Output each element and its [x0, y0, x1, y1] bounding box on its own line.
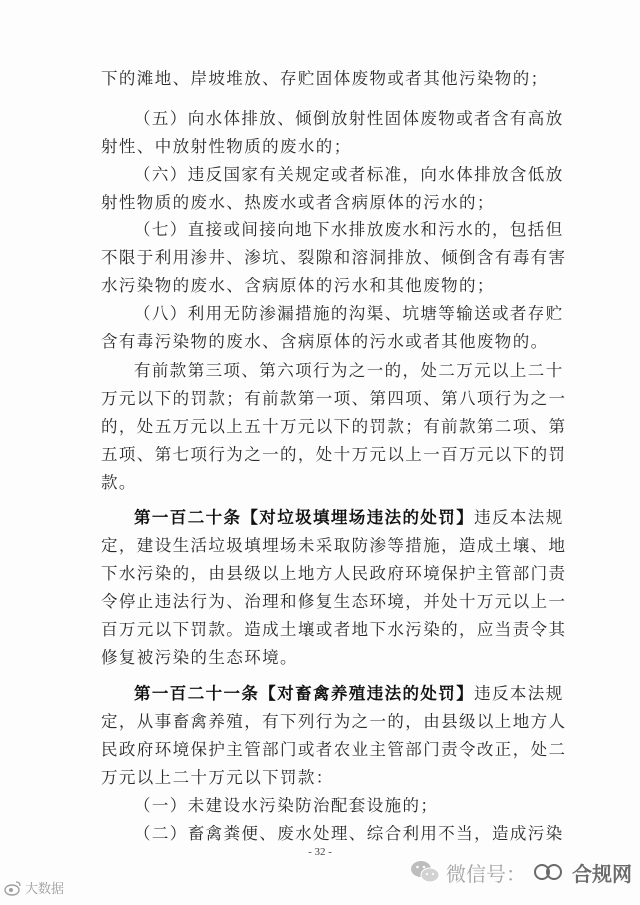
article-120-text: 违反本法规 [474, 508, 564, 527]
text-line: （五）向水体排放、倾倒放射性固体废物或者含有高放 [134, 109, 564, 128]
weibo-logo-icon [4, 880, 22, 896]
article-121-title: 第一百二十一条【对畜禽养殖违法的处罚】 [134, 684, 475, 703]
text-line: （一）未建设水污染防治配套设施的； [134, 796, 439, 815]
text-line: 五项、第七项行为之一的，处十万元以上一百万元以下的罚 [101, 445, 567, 464]
watermark-left [4, 878, 64, 897]
wechat-logo-icon [410, 859, 440, 885]
text-line: 万元以上二十万元以下罚款： [101, 768, 334, 787]
text-line: 定，从事畜禽养殖，有下列行为之一的，由县级以上地方人 [101, 712, 567, 731]
page-number: - 32 - [308, 846, 332, 858]
watermark-left-text: 大数据 [25, 882, 65, 897]
article-121-heading-line [134, 680, 640, 708]
brand-logo-icon [532, 862, 566, 882]
text-line: （二）畜禽粪便、废水处理、综合利用不当，造成污染 [134, 824, 564, 843]
text-line: 的，处五万元以上五十万元以下的罚款；有前款第二项、第 [101, 417, 567, 436]
text-line: 下的滩地、岸坡堆放、存贮固体废物或者其他污染物的； [101, 69, 549, 88]
article-120-title: 第一百二十条【对垃圾填埋场违法的处罚】 [134, 508, 475, 527]
text-line: 含有毒污染物的废水、含病原体的污水或者其他废物的。 [101, 332, 549, 351]
text-line: 修复被污染的生态环境。 [101, 648, 298, 667]
text-line: 万元以下的罚款；有前款第一项、第四项、第八项行为之一 [101, 389, 567, 408]
text-line: 不限于利用渗井、渗坑、裂隙和溶洞排放、倾倒含有毒有害 [101, 248, 567, 267]
text-line: 定，建设生活垃圾填埋场未采取防渗等措施，造成土壤、地 [101, 536, 567, 555]
text-line: 下水污染的，由县级以上地方人民政府环境保护主管部门责 [101, 564, 567, 583]
article-120-heading-line [134, 504, 640, 532]
text-line: （六）违反国家有关规定或者标准，向水体排放含低放 [134, 165, 564, 184]
watermark-right [410, 856, 632, 888]
text-line: 射性、中放射性物质的废水的； [101, 137, 352, 156]
text-line: 百万元以下罚款。造成土壤或者地下水污染的，应当责令其 [101, 620, 567, 639]
brand-name: 合规网 [572, 861, 632, 886]
wechat-id-label: 微信号： [446, 861, 526, 886]
text-line: 令停止违法行为、治理和修复生态环境，并处十万元以上一 [101, 592, 567, 611]
text-line: （八）利用无防渗漏措施的沟渠、坑塘等输送或者存贮 [134, 304, 564, 323]
text-line: 射性物质的废水、热废水或者含病原体的污水的； [101, 193, 495, 212]
text-line: 款。 [101, 473, 137, 492]
text-line: （七）直接或间接向地下水排放废水和污水的，包括但 [134, 220, 564, 239]
text-line: 民政府环境保护主管部门或者农业主管部门责令改正，处二 [101, 740, 567, 759]
text-line: 水污染物的废水、含病原体的污水和其他废物的； [101, 276, 495, 295]
text-line: 有前款第三项、第六项行为之一的，处二万元以上二十 [134, 361, 564, 380]
article-121-text: 违反本法规 [474, 684, 564, 703]
